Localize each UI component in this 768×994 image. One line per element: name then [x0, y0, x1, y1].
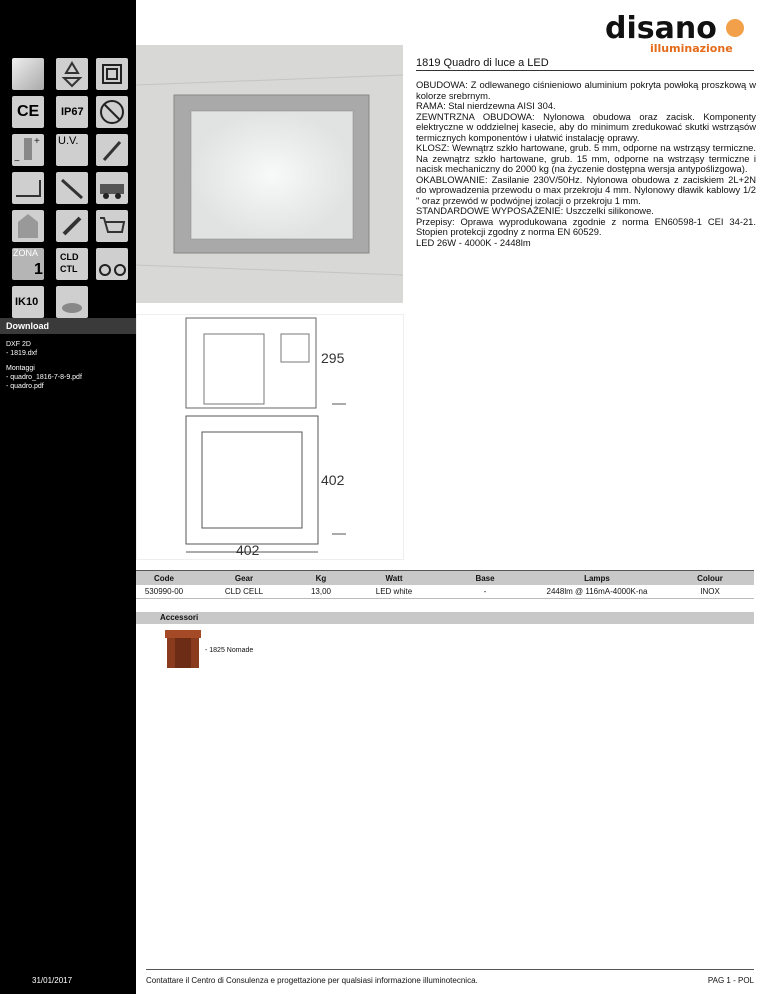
desc-line: OBUDOWA: Z odlewanego ciśnieniowo aluminium pokryta powłoką proszkową w kolorze srebrnym. — [416, 79, 756, 101]
svg-text:illuminazione: illuminazione — [650, 42, 733, 55]
sidebar — [0, 0, 136, 994]
desc-line: STANDARDOWE WYPOSAŻENIE: Uszczelki silikonowe. — [416, 205, 654, 216]
accessori-header: Accessori — [136, 612, 754, 624]
desc-line: OKABLOWANIE: Zasilanie 230V/50Hz. Nylonowa obudowa z zaciskiem 2L+2N do wprowadzenia przewodu o max przekroju 4 mm. Nylonowy dławik kablowy 1/2 " oraz przewód w podwójnej izolacji o przekroju 1 mm. — [416, 173, 756, 206]
ik-label: IK10 — [15, 296, 39, 308]
uv-label: U.V. — [58, 135, 79, 147]
screwdriver-icon — [56, 172, 88, 204]
zone-number: 1 — [34, 261, 43, 278]
col-kg: Kg — [315, 573, 327, 583]
polarity-icon — [12, 134, 44, 166]
table-row — [136, 585, 754, 599]
montaggi-file-link[interactable]: - quadro.pdf — [6, 383, 44, 390]
desc-line: KLOSZ: Wewnątrz szkło hartowane, grub. 5 mm, odporne na wstrząsy termiczne. Na zewnątrz szkło hartowane, grub. 15 mm, odporne na wstrząsy termiczne i nacisk mechaniczny do 2000 kg (na życzenie dostępna wersja antypoślizgowa). — [416, 142, 756, 174]
cell-code: 530990-00 — [144, 587, 184, 596]
table-header — [136, 570, 754, 585]
header-divider — [416, 70, 754, 71]
col-code: Code — [154, 573, 174, 583]
footer-date: 31/01/2017 — [32, 976, 73, 985]
building-icon — [12, 210, 44, 242]
desc-line: ZEWNTRZNA OBUDOWA: Nylonowa obudowa oraz zacisk. Komponenty elektryczne w oddzielnej kasecie, aby do minimum zredukować skutki wstrząsów termicznych komponentów i ułatwić instalację oprawy. — [416, 110, 756, 143]
foot-icon — [56, 286, 88, 318]
zone-icon — [12, 248, 44, 280]
svg-text:+: + — [34, 136, 40, 147]
ip-rating-label: IP67 — [61, 106, 84, 118]
footer-divider — [146, 969, 754, 970]
dimension-side: 402 — [321, 472, 345, 488]
product-title: 1819 Quadro di luce a LED — [416, 57, 549, 69]
col-lamps: Lamps — [584, 573, 610, 583]
accessory-link[interactable]: - 1825 Nomade — [205, 647, 254, 654]
product-table — [136, 570, 754, 599]
footer-contact-text: Contattare il Centro di Consulenza e progettazione per qualsiasi informazione illuminotecnica. — [146, 976, 478, 985]
col-watt: Watt — [385, 573, 403, 583]
product-description — [416, 80, 756, 248]
wrench-icon — [56, 210, 88, 242]
desc-line: Przepisy: Oprawa wyprodukowana zgodnie z norma EN60598-1 CEI 34-21. Stopien protekcji zgodny z norma EN 60529. — [416, 215, 756, 237]
cell-watt: LED white — [375, 587, 413, 596]
disano-logo — [605, 10, 755, 55]
tool-icon — [96, 134, 128, 166]
ctl-label: CTL — [60, 264, 78, 274]
svg-text:−: − — [14, 156, 20, 166]
zone-label: ZONA — [13, 248, 39, 258]
ip-rating-icon — [56, 96, 88, 128]
cell-lamps: 2448lm @ 116mA-4000K-na — [546, 587, 648, 596]
dxf-file-link[interactable]: - 1819.dxf — [6, 350, 38, 357]
dxf-label: DXF 2D — [6, 341, 31, 348]
montaggi-label: Montaggi — [6, 365, 35, 372]
col-gear: Gear — [234, 573, 254, 583]
install-angle-icon — [12, 172, 44, 204]
cart-icon — [96, 210, 128, 242]
material-icon — [12, 58, 44, 90]
cld-label: CLD — [60, 252, 79, 262]
double-insulation-icon — [96, 58, 128, 90]
impact-rating-icon — [12, 286, 44, 318]
cell-kg: 13,00 — [310, 587, 332, 596]
technical-drawing — [136, 314, 404, 560]
montaggi-file-link[interactable]: - quadro_1816-7-8-9.pdf — [6, 374, 82, 381]
download-section — [0, 318, 136, 391]
desc-line: LED 26W - 4000K - 2448lm — [416, 236, 531, 248]
recycle-icon — [56, 58, 88, 90]
vehicle-load-icon — [96, 172, 128, 204]
download-title: Download — [0, 318, 136, 334]
page-number: PAG 1 - POL — [707, 976, 754, 985]
uv-resistant-icon — [56, 134, 88, 166]
cell-gear: CLD CELL — [224, 587, 264, 596]
no-touch-icon — [96, 96, 128, 128]
col-base: Base — [475, 573, 495, 583]
dimension-bottom: 402 — [236, 542, 260, 558]
svg-text:disano: disano — [605, 11, 717, 46]
ce-mark-icon: CE — [12, 96, 44, 128]
cell-base: - — [483, 587, 487, 596]
cld-ctl-icon — [56, 248, 88, 280]
cell-colour: INOX — [700, 587, 720, 596]
col-colour: Colour — [697, 573, 723, 583]
accessory-image[interactable] — [163, 628, 203, 672]
desc-line: RAMA: Stal nierdzewna AISI 304. — [416, 100, 556, 111]
cyclist-icon — [96, 248, 128, 280]
product-photo — [136, 45, 403, 303]
dimension-height: 295 — [321, 350, 345, 366]
